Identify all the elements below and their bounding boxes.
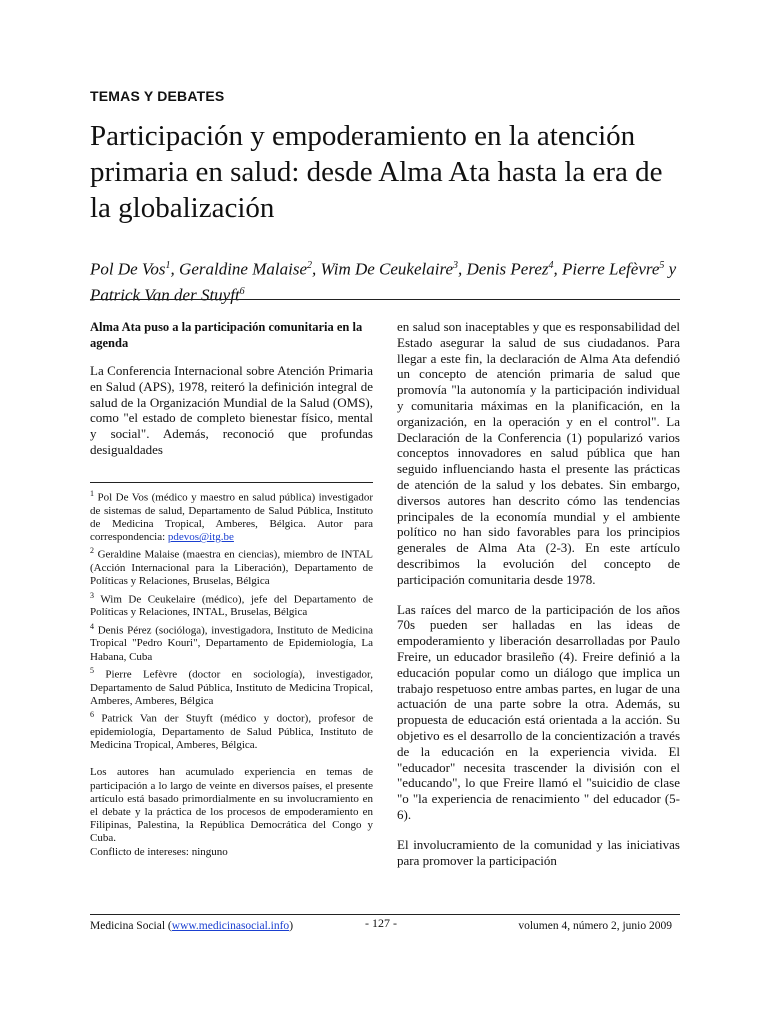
body-paragraph: Las raíces del marco de la participación de los años 70s pueden ser halladas en las ideas de empoderamiento y liberación desarrolladas por Paulo Freire, un educador brasileño (4). Freire definió a la educación popular como un diálogo que implica un trabajo respetuoso entre ambas partes, en lugar de una actuación de una parte sobre la otra. Además, su propuesta de educación está orientada a la acción. Su objetivo es el desarrollo de la concientización a través de la educación en la experiencia vivida. El "educador" necesita trascender la división con el "educando", lo que Freire llamó el "suicidio de clase "o "la experiencia de renacimiento " del educador (5-6). <box>397 601 680 822</box>
footnote-text: Wim De Ceukelaire (médico), jefe del Departamento de Políticas y Relaciones, INTAL, Bruselas, Bélgica <box>90 593 373 619</box>
footer-divider <box>90 914 680 915</box>
article-title: Participación y empoderamiento en la atención primaria en salud: desde Alma Ata hasta la era de la globalización <box>90 120 663 224</box>
author-sup: 3 <box>453 260 458 271</box>
footnote-number: 4 <box>90 621 94 631</box>
footnote-number: 3 <box>90 590 94 600</box>
footnote-number: 2 <box>90 546 94 556</box>
author-name: Patrick Van der Stuyft <box>90 285 240 305</box>
author-name: Pierre Lefèvre <box>562 259 660 279</box>
footnote-3 <box>90 589 373 620</box>
footnote-text: Pierre Lefèvre (doctor en sociología), investigador, Departamento de Salud Pública, Instituto de Medicina Tropical, Amberes, Amberes, Bélgica <box>90 668 373 707</box>
footnote-4 <box>90 620 373 664</box>
footnote-text: Denis Pérez (sociólogа), investigadora, Instituto de Medicina Tropical "Pedro Kouri", Departamento de Epidemiología, La Habana, Cuba <box>90 624 373 663</box>
body-paragraph: en salud son inaceptables y que es responsabilidad del Estado asegurar la salud de sus ciudadanos. Para llegar a este fin, la declaración de Alma Ata defendió un concepto de atención primaria de salud que promovía "la autonomía y la participación individual y comunitaria máximas en la planificación, en la organización, en la operación y en el control". La Declaración de la Conferencia (1) popularizó varios conceptos innovadores en salud pública que han seguido influenciando hasta el presente las prácticas de atención de la salud y los debates. Sin embargo, diversos autores han descrito cómo las tendencias principales de la economía mundial y el ambiente político no han sido favorables para los principios generales de Alma Ata (2-3). En este artículo describimos la evolución del concepto de participación comunitaria desde 1978. <box>397 319 680 587</box>
body-paragraph: La Conferencia Internacional sobre Atención Primaria en Salud (APS), 1978, reiteró la definición integral de salud de la Organización Mundial de la Salud (OMS), como "el estado de completo bienestar físico, mental y social". Además, reconoció que profundas desigualdades <box>90 363 373 457</box>
journal-name <box>90 920 293 932</box>
author-sup: 6 <box>239 285 245 297</box>
author-sep: , <box>170 259 180 279</box>
footnote-6 <box>90 708 373 752</box>
author-sep: , <box>553 259 562 279</box>
footnote-1 <box>90 487 373 544</box>
page-number: - 127 - <box>365 916 397 930</box>
footnote-5 <box>90 664 373 708</box>
author-sup: 5 <box>659 260 665 271</box>
volume-info: volumen 4, número 2, junio 2009 <box>518 920 672 932</box>
right-column <box>397 319 680 868</box>
footnote-2 <box>90 544 373 588</box>
footnote-text: Patrick Van der Stuyft (médico y doctor), profesor de epidemiología, Departamento de Salud Pública, Instituto de Medicina Tropical, Amberes, Bélgica. <box>90 712 373 752</box>
header-divider <box>90 299 680 300</box>
authors-note: Los autores han acumulado experiencia en temas de participación a lo largo de veinte en diversos países, el presente artículo está basado primordialmente en su involucramiento en el debate y la práctica de los procesos de empoderamiento en Filipinas, Palestina, la República Democrática del Congo y Cuba. <box>90 766 373 845</box>
author-name: Geraldine Malaise <box>179 259 307 279</box>
section-heading: Alma Ata puso a la participación comunitaria en la agenda <box>90 320 363 350</box>
footnote-number: 1 <box>90 488 94 498</box>
conflict-statement: Conflicto de intereses: ninguno <box>90 845 228 858</box>
section-label: TEMAS Y DEBATES <box>90 88 225 104</box>
author-sup: 1 <box>165 260 171 271</box>
author-sep: , <box>458 259 467 279</box>
footnote-number: 5 <box>90 665 94 675</box>
email-link[interactable]: pdevos@itg.be <box>167 531 234 544</box>
author-sup: 2 <box>307 260 312 271</box>
author-sep: , <box>312 259 321 279</box>
body-paragraph: El involucramiento de la comunidad y las iniciativas para promover la participación <box>397 836 680 868</box>
author-sup: 4 <box>548 260 554 271</box>
author-name: Wim De Ceukelaire <box>320 259 453 279</box>
journal-close: ) <box>289 920 294 932</box>
footnote-number: 6 <box>90 710 94 720</box>
footnote-text: Pol De Vos (médico y maestro en salud pública) investigador de sistemas de salud, Departamento de Salud Pública, Instituto de Medicina Tropical, Amberes, Bélgica. Autor para correspondencia: <box>90 491 373 544</box>
author-name: Denis Perez <box>466 259 549 279</box>
author-name: Pol De Vos <box>90 259 166 279</box>
author-sep: y <box>664 259 677 279</box>
footnote-divider <box>90 482 373 483</box>
journal-label: Medicina Social ( <box>90 920 172 932</box>
left-column <box>90 319 373 859</box>
footnote-text: Geraldine Malaise (maestra en ciencias), miembro de INTAL (Acción Internacional para la Liberación), Departamento de Políticas y Relaciones, Bruselas, Bélgica <box>90 548 373 588</box>
journal-link[interactable]: www.medicinasocial.info <box>171 920 290 932</box>
